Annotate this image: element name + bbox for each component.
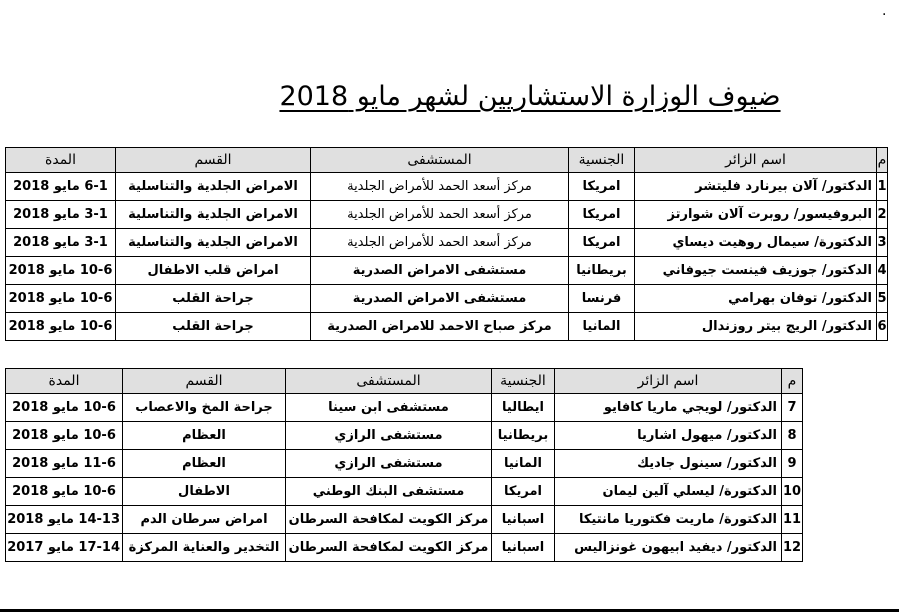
row-period: 10-6 مايو 2018 bbox=[6, 422, 123, 450]
page-title-text: ضيوف الوزارة الاستشاريين لشهر مايو 2018 bbox=[279, 81, 781, 112]
row-visitor: الدكتورة/ ماريت فكتوريا مانتيكا bbox=[555, 506, 782, 534]
table-row bbox=[6, 285, 888, 313]
row-visitor: الدكتورة/ ليسلي آلين ليمان bbox=[555, 478, 782, 506]
row-visitor: الدكتور/ ديفيد ابيهون غونزاليس bbox=[555, 534, 782, 562]
bottom-rule bbox=[0, 609, 899, 612]
row-period: 17-14 مايو 2017 bbox=[6, 534, 123, 562]
row-index: 10 bbox=[782, 478, 803, 506]
row-department: الاطفال bbox=[123, 478, 286, 506]
table-row bbox=[6, 257, 888, 285]
row-nationality: امريكا bbox=[569, 229, 635, 257]
row-visitor: البروفيسور/ روبرت آلان شوارتز bbox=[635, 201, 877, 229]
header-index: م bbox=[877, 148, 888, 173]
row-index: 5 bbox=[877, 285, 888, 313]
row-index: 4 bbox=[877, 257, 888, 285]
row-hospital: مركز الكويت لمكافحة السرطان bbox=[286, 534, 492, 562]
row-hospital: مركز صباح الاحمد للامراض الصدرية bbox=[311, 313, 569, 341]
table-header-row bbox=[6, 369, 803, 394]
table-row bbox=[6, 173, 888, 201]
row-department: امراض سرطان الدم bbox=[123, 506, 286, 534]
row-department: جراحة القلب bbox=[116, 313, 311, 341]
header-hospital: المستشفى bbox=[311, 148, 569, 173]
row-index: 3 bbox=[877, 229, 888, 257]
row-index: 12 bbox=[782, 534, 803, 562]
table-row bbox=[6, 506, 803, 534]
row-visitor: الدكتور/ سينول جاديك bbox=[555, 450, 782, 478]
row-department: العظام bbox=[123, 422, 286, 450]
header-department: القسم bbox=[123, 369, 286, 394]
table-row bbox=[6, 422, 803, 450]
row-period: 11-6 مايو 2018 bbox=[6, 450, 123, 478]
row-hospital: مستشفى الامراض الصدرية bbox=[311, 285, 569, 313]
table-row bbox=[6, 229, 888, 257]
page-title bbox=[260, 80, 800, 114]
row-department: جراحة المخ والاعصاب bbox=[123, 394, 286, 422]
row-visitor: الدكتور/ جوزيف فينست جيوفاني bbox=[635, 257, 877, 285]
row-hospital: مركز أسعد الحمد للأمراض الجلدية bbox=[311, 173, 569, 201]
row-index: 1 bbox=[877, 173, 888, 201]
row-hospital: مستشفى الرازي bbox=[286, 450, 492, 478]
row-department: امراض قلب الاطفال bbox=[116, 257, 311, 285]
row-nationality: اسبانيا bbox=[492, 506, 555, 534]
row-nationality: فرنسا bbox=[569, 285, 635, 313]
table-row bbox=[6, 313, 888, 341]
row-nationality: اسبانيا bbox=[492, 534, 555, 562]
row-visitor: الدكتور/ ميهول اشاريا bbox=[555, 422, 782, 450]
row-hospital: مستشفى الامراض الصدرية bbox=[311, 257, 569, 285]
header-period: المدة bbox=[6, 148, 116, 173]
table-header-row bbox=[6, 148, 888, 173]
row-department: الامراض الجلدية والتناسلية bbox=[116, 173, 311, 201]
table-row bbox=[6, 478, 803, 506]
header-nationality: الجنسية bbox=[569, 148, 635, 173]
row-department: العظام bbox=[123, 450, 286, 478]
row-department: جراحة القلب bbox=[116, 285, 311, 313]
row-hospital: مستشفى ابن سينا bbox=[286, 394, 492, 422]
row-department: الامراض الجلدية والتناسلية bbox=[116, 201, 311, 229]
row-hospital: مستشفى الرازي bbox=[286, 422, 492, 450]
row-hospital: مركز الكويت لمكافحة السرطان bbox=[286, 506, 492, 534]
row-period: 3-1 مايو 2018 bbox=[6, 229, 116, 257]
row-hospital: مستشفى البنك الوطني bbox=[286, 478, 492, 506]
row-hospital: مركز أسعد الحمد للأمراض الجلدية bbox=[311, 229, 569, 257]
table-row bbox=[6, 450, 803, 478]
row-hospital: مركز أسعد الحمد للأمراض الجلدية bbox=[311, 201, 569, 229]
row-period: 10-6 مايو 2018 bbox=[6, 313, 116, 341]
row-nationality: بريطانيا bbox=[492, 422, 555, 450]
row-department: التخدير والعناية المركزة bbox=[123, 534, 286, 562]
header-hospital: المستشفى bbox=[286, 369, 492, 394]
header-index: م bbox=[782, 369, 803, 394]
row-nationality: امريكا bbox=[569, 173, 635, 201]
row-index: 8 bbox=[782, 422, 803, 450]
table-row bbox=[6, 394, 803, 422]
row-visitor: الدكتور/ الريج بيتر روزندال bbox=[635, 313, 877, 341]
header-visitor: اسم الزائر bbox=[635, 148, 877, 173]
header-department: القسم bbox=[116, 148, 311, 173]
row-nationality: المانيا bbox=[569, 313, 635, 341]
row-nationality: بريطانيا bbox=[569, 257, 635, 285]
row-nationality: امريكا bbox=[492, 478, 555, 506]
row-period: 10-6 مايو 2018 bbox=[6, 478, 123, 506]
row-index: 11 bbox=[782, 506, 803, 534]
table-row bbox=[6, 201, 888, 229]
row-index: 6 bbox=[877, 313, 888, 341]
row-period: 10-6 مايو 2018 bbox=[6, 394, 123, 422]
row-nationality: المانيا bbox=[492, 450, 555, 478]
corner-mark: . bbox=[882, 3, 887, 19]
row-visitor: الدكتور/ لويجي ماريا كافايو bbox=[555, 394, 782, 422]
header-visitor: اسم الزائر bbox=[555, 369, 782, 394]
table-row bbox=[6, 534, 803, 562]
row-nationality: ايطاليا bbox=[492, 394, 555, 422]
row-nationality: امريكا bbox=[569, 201, 635, 229]
row-period: 10-6 مايو 2018 bbox=[6, 285, 116, 313]
row-department: الامراض الجلدية والتناسلية bbox=[116, 229, 311, 257]
row-period: 3-1 مايو 2018 bbox=[6, 201, 116, 229]
row-period: 6-1 مايو 2018 bbox=[6, 173, 116, 201]
row-visitor: الدكتور/ آلان بيرنارد فليتشر bbox=[635, 173, 877, 201]
row-index: 7 bbox=[782, 394, 803, 422]
visitors-table-1 bbox=[5, 147, 888, 341]
visitors-table-2 bbox=[5, 368, 803, 562]
row-period: 14-13 مايو 2018 bbox=[6, 506, 123, 534]
header-nationality: الجنسية bbox=[492, 369, 555, 394]
row-index: 9 bbox=[782, 450, 803, 478]
row-period: 10-6 مايو 2018 bbox=[6, 257, 116, 285]
row-visitor: الدكتورة/ سيمال روهيت ديساي bbox=[635, 229, 877, 257]
header-period: المدة bbox=[6, 369, 123, 394]
row-visitor: الدكتور/ توفان بهرامي bbox=[635, 285, 877, 313]
row-index: 2 bbox=[877, 201, 888, 229]
